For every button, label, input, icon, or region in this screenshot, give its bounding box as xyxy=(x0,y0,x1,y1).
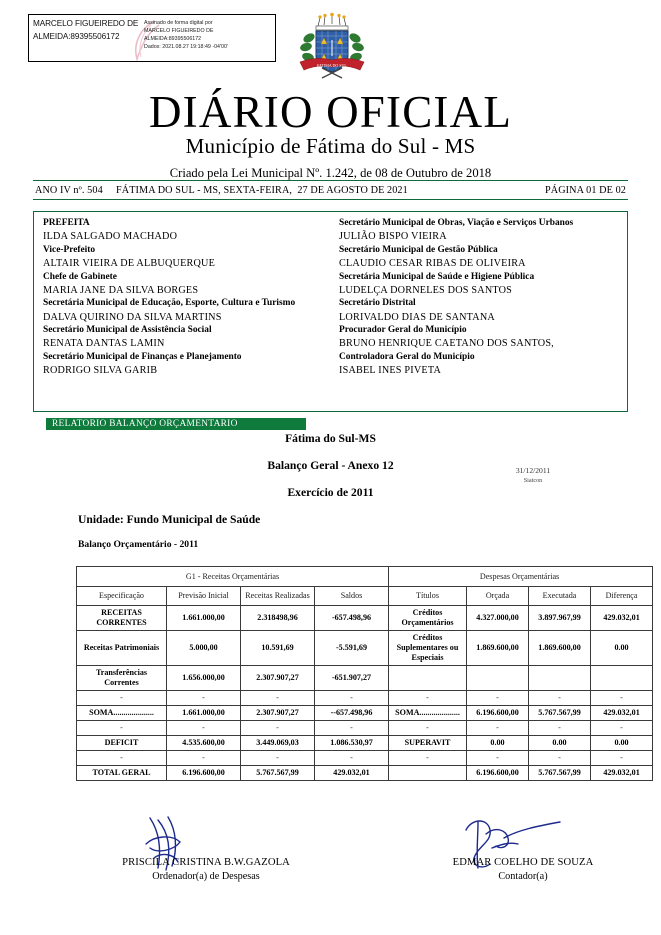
dash-cell: - xyxy=(77,751,167,766)
signer-role-left: Ordenador(a) de Despesas xyxy=(152,871,260,882)
col-header-saldos: Saldos xyxy=(315,587,389,606)
col-header-executada: Executada xyxy=(529,587,591,606)
table-row xyxy=(77,606,653,631)
dash-cell: - xyxy=(241,751,315,766)
row-value: 1.661.000,00 xyxy=(167,606,241,631)
dash-cell: - xyxy=(389,751,467,766)
table-soma-row xyxy=(77,706,653,721)
dash-cell: - xyxy=(591,721,653,736)
table-column-header-row xyxy=(77,587,653,606)
report-balance-label: Balanço Orçamentário - 2011 xyxy=(78,539,199,550)
official-role: Secretário Distrital xyxy=(339,298,416,309)
row-value: -657.498,96 xyxy=(315,606,389,631)
report-anexo-title: Balanço Geral - Anexo 12 xyxy=(267,459,394,472)
official-role: Procurador Geral do Município xyxy=(339,325,467,336)
dash-cell: - xyxy=(389,691,467,706)
row-label-right xyxy=(389,666,467,691)
total-value: 429.032,01 xyxy=(315,766,389,781)
total-label-right xyxy=(389,766,467,781)
official-name: ILDA SALGADO MACHADO xyxy=(43,231,178,243)
row-label-right: Créditos Orçamentários xyxy=(389,606,467,631)
row-label-left: Receitas Patrimoniais xyxy=(77,631,167,666)
table-total-row xyxy=(77,766,653,781)
total-label: TOTAL GERAL xyxy=(77,766,167,781)
superavit-label: SUPERAVIT xyxy=(389,736,467,751)
official-role: Chefe de Gabinete xyxy=(43,271,117,282)
row-label-left: Transferências Correntes xyxy=(77,666,167,691)
dash-cell: - xyxy=(315,691,389,706)
signer-name-left: PRISCILA CRISTINA B.W.GAZOLA xyxy=(122,857,290,868)
signature-meta-line-3: ALMEIDA:89395506172 xyxy=(144,36,202,43)
soma-label-left: SOMA.................... xyxy=(77,706,167,721)
edition-info: ANO IV nº. 504 FÁTIMA DO SUL - MS, SEXTA-FEIRA, 27 DE AGOSTO DE 2021 xyxy=(35,184,408,196)
row-value: 4.327.000,00 xyxy=(467,606,529,631)
masthead xyxy=(0,88,661,182)
official-name: RODRIGO SILVA GARIB xyxy=(43,365,158,377)
row-value: 0.00 xyxy=(591,631,653,666)
dash-cell: - xyxy=(167,691,241,706)
table-spacer-row xyxy=(77,721,653,736)
table-spacer-row xyxy=(77,691,653,706)
dash-cell: - xyxy=(529,721,591,736)
col-header-receitas-realizadas: Receitas Realizadas xyxy=(241,587,315,606)
row-label-left: RECEITAS CORRENTES xyxy=(77,606,167,631)
total-value: 429.032,01 xyxy=(591,766,653,781)
row-value: -5.591,69 xyxy=(315,631,389,666)
row-label-right: Créditos Suplementares ou Especiais xyxy=(389,631,467,666)
dash-cell: - xyxy=(467,751,529,766)
balance-table xyxy=(76,566,653,781)
official-role: Controladora Geral do Município xyxy=(339,351,475,362)
report-date-block xyxy=(488,466,578,486)
table-result-row xyxy=(77,736,653,751)
row-value xyxy=(467,666,529,691)
official-name: LUDELÇA DORNELES DOS SANTOS xyxy=(339,284,513,296)
dash-cell: - xyxy=(529,751,591,766)
col-header-titulos: Títulos xyxy=(389,587,467,606)
group-header-despesas: Despesas Orçamentárias xyxy=(389,567,653,587)
row-value: 1.656.000,00 xyxy=(167,666,241,691)
official-role: Secretária Municipal de Educação, Esporte, Cultura e Turismo xyxy=(43,298,296,309)
official-role: PREFEITA xyxy=(43,218,90,228)
deficit-value: 4.535.600,00 xyxy=(167,736,241,751)
soma-value: 6.196.600,00 xyxy=(467,706,529,721)
table-row xyxy=(77,666,653,691)
report-unit: Unidade: Fundo Municipal de Saúde xyxy=(78,513,261,526)
official-role: Secretária Municipal de Saúde e Higiene Pública xyxy=(339,271,535,282)
dash-cell: - xyxy=(591,751,653,766)
dash-cell: - xyxy=(315,721,389,736)
dash-cell: - xyxy=(529,691,591,706)
row-value: 10.591,69 xyxy=(241,631,315,666)
total-value: 6.196.600,00 xyxy=(467,766,529,781)
dash-cell: - xyxy=(167,721,241,736)
soma-value: 2.307.907,27 xyxy=(241,706,315,721)
official-role: Secretário Municipal de Obras, Viação e Serviços Urbanos xyxy=(339,218,574,228)
officials-right-column xyxy=(330,217,627,411)
superavit-value: 0.00 xyxy=(591,736,653,751)
row-value: 5.000,00 xyxy=(167,631,241,666)
balance-table-wrapper xyxy=(76,566,640,781)
signature-block-right xyxy=(398,856,648,884)
deficit-value: 3.449.069,03 xyxy=(241,736,315,751)
signature-signer-name: MARCELO FIGUEIREDO DE ALMEIDA:89395506172 xyxy=(33,19,139,41)
dash-cell: - xyxy=(167,751,241,766)
official-role: Secretário Municipal de Assistência Social xyxy=(43,325,212,336)
dash-cell: - xyxy=(467,691,529,706)
row-value: -651.907,27 xyxy=(315,666,389,691)
col-header-especificacao: Especificação xyxy=(77,587,167,606)
row-value: 2.307.907,27 xyxy=(241,666,315,691)
official-name: MARIA JANE DA SILVA BORGES xyxy=(43,284,199,296)
official-name: CLAUDIO CESAR RIBAS DE OLIVEIRA xyxy=(339,258,526,269)
dash-cell: - xyxy=(77,691,167,706)
soma-label-right: SOMA.................... xyxy=(389,706,467,721)
col-header-orcada: Orçada xyxy=(467,587,529,606)
dash-cell: - xyxy=(389,721,467,736)
row-value: 1.869.600,00 xyxy=(529,631,591,666)
col-header-diferenca: Diferença xyxy=(591,587,653,606)
dash-cell: - xyxy=(467,721,529,736)
col-header-previsao-inicial: Previsão Inicial xyxy=(167,587,241,606)
officials-left-column xyxy=(34,217,330,411)
official-name: RENATA DANTAS LAMIN xyxy=(43,338,165,350)
masthead-law-text: Criado pela Lei Municipal Nº. 1.242, de 08 de Outubro de 2018 xyxy=(169,166,492,180)
signature-block-left xyxy=(58,856,354,884)
official-role: Secretário Municipal de Gestão Pública xyxy=(339,244,498,255)
digital-signature-stamp xyxy=(28,14,276,62)
signer-role-right: Contador(a) xyxy=(498,871,548,882)
soma-value: 5.767.567,99 xyxy=(529,706,591,721)
dash-cell: - xyxy=(591,691,653,706)
official-role: Vice-Prefeito xyxy=(43,244,96,255)
row-value xyxy=(591,666,653,691)
official-name: BRUNO HENRIQUE CAETANO DOS SANTOS, xyxy=(339,338,554,350)
signer-name-right: EDMAR COELHO DE SOUZA xyxy=(452,857,594,868)
row-value: 1.869.600,00 xyxy=(467,631,529,666)
edition-bar xyxy=(33,180,628,200)
dash-cell: - xyxy=(241,691,315,706)
official-name: JULIÃO BISPO VIEIRA xyxy=(339,231,447,243)
total-value: 5.767.567,99 xyxy=(529,766,591,781)
masthead-subtitle: Município de Fátima do Sul - MS xyxy=(185,134,476,158)
signature-meta-line-4: Dados: 2021.08.27 19:18:49 -04'00' xyxy=(144,44,228,51)
dash-cell: - xyxy=(241,721,315,736)
official-role: Secretário Municipal de Finanças e Planejamento xyxy=(43,351,242,362)
table-spacer-row xyxy=(77,751,653,766)
row-value: 2.318498,96 xyxy=(241,606,315,631)
report-banner: RELATORIO BALANÇO ORÇAMENTARIO xyxy=(46,418,306,430)
dash-cell: - xyxy=(315,751,389,766)
report-system-name: Siatcon xyxy=(523,477,543,484)
official-name: ALTAIR VIEIRA DE ALBUQUERQUE xyxy=(43,258,216,269)
table-row xyxy=(77,631,653,666)
official-name: ISABEL INES PIVETA xyxy=(339,365,442,377)
soma-value: --657.498,96 xyxy=(315,706,389,721)
soma-value: 429.032,01 xyxy=(591,706,653,721)
report-exercicio: Exercício de 2011 xyxy=(287,486,374,499)
row-value: 3.897.967,99 xyxy=(529,606,591,631)
signature-meta-line-2: MARCELO FIGUEIREDO DE xyxy=(144,28,214,35)
deficit-label: DEFICIT xyxy=(77,736,167,751)
total-value: 5.767.567,99 xyxy=(241,766,315,781)
svg-text:FATIMA DO SUL: FATIMA DO SUL xyxy=(317,63,347,68)
officials-box xyxy=(33,211,628,412)
coat-of-arms-icon xyxy=(292,12,372,86)
table-group-header-row xyxy=(77,567,653,587)
total-value: 6.196.600,00 xyxy=(167,766,241,781)
soma-value: 1.661.000,00 xyxy=(167,706,241,721)
superavit-value: 0.00 xyxy=(529,736,591,751)
report-date: 31/12/2011 xyxy=(515,466,551,475)
signature-metadata xyxy=(142,15,275,61)
row-value xyxy=(529,666,591,691)
official-name: LORIVALDO DIAS DE SANTANA xyxy=(339,311,495,323)
report-city: Fátima do Sul-MS xyxy=(285,432,376,445)
signature-meta-line-1: Assinado de forma digital por xyxy=(144,20,213,26)
official-name: DALVA QUIRINO DA SILVA MARTINS xyxy=(43,311,222,323)
superavit-value: 0.00 xyxy=(467,736,529,751)
deficit-value: 1.086.530,97 xyxy=(315,736,389,751)
dash-cell: - xyxy=(77,721,167,736)
group-header-receitas: G1 - Receitas Orçamentárias xyxy=(77,567,389,587)
page-number: PÁGINA 01 DE 02 xyxy=(544,184,626,196)
page-title: DIÁRIO OFICIAL xyxy=(148,87,513,137)
row-value: 429.032,01 xyxy=(591,606,653,631)
